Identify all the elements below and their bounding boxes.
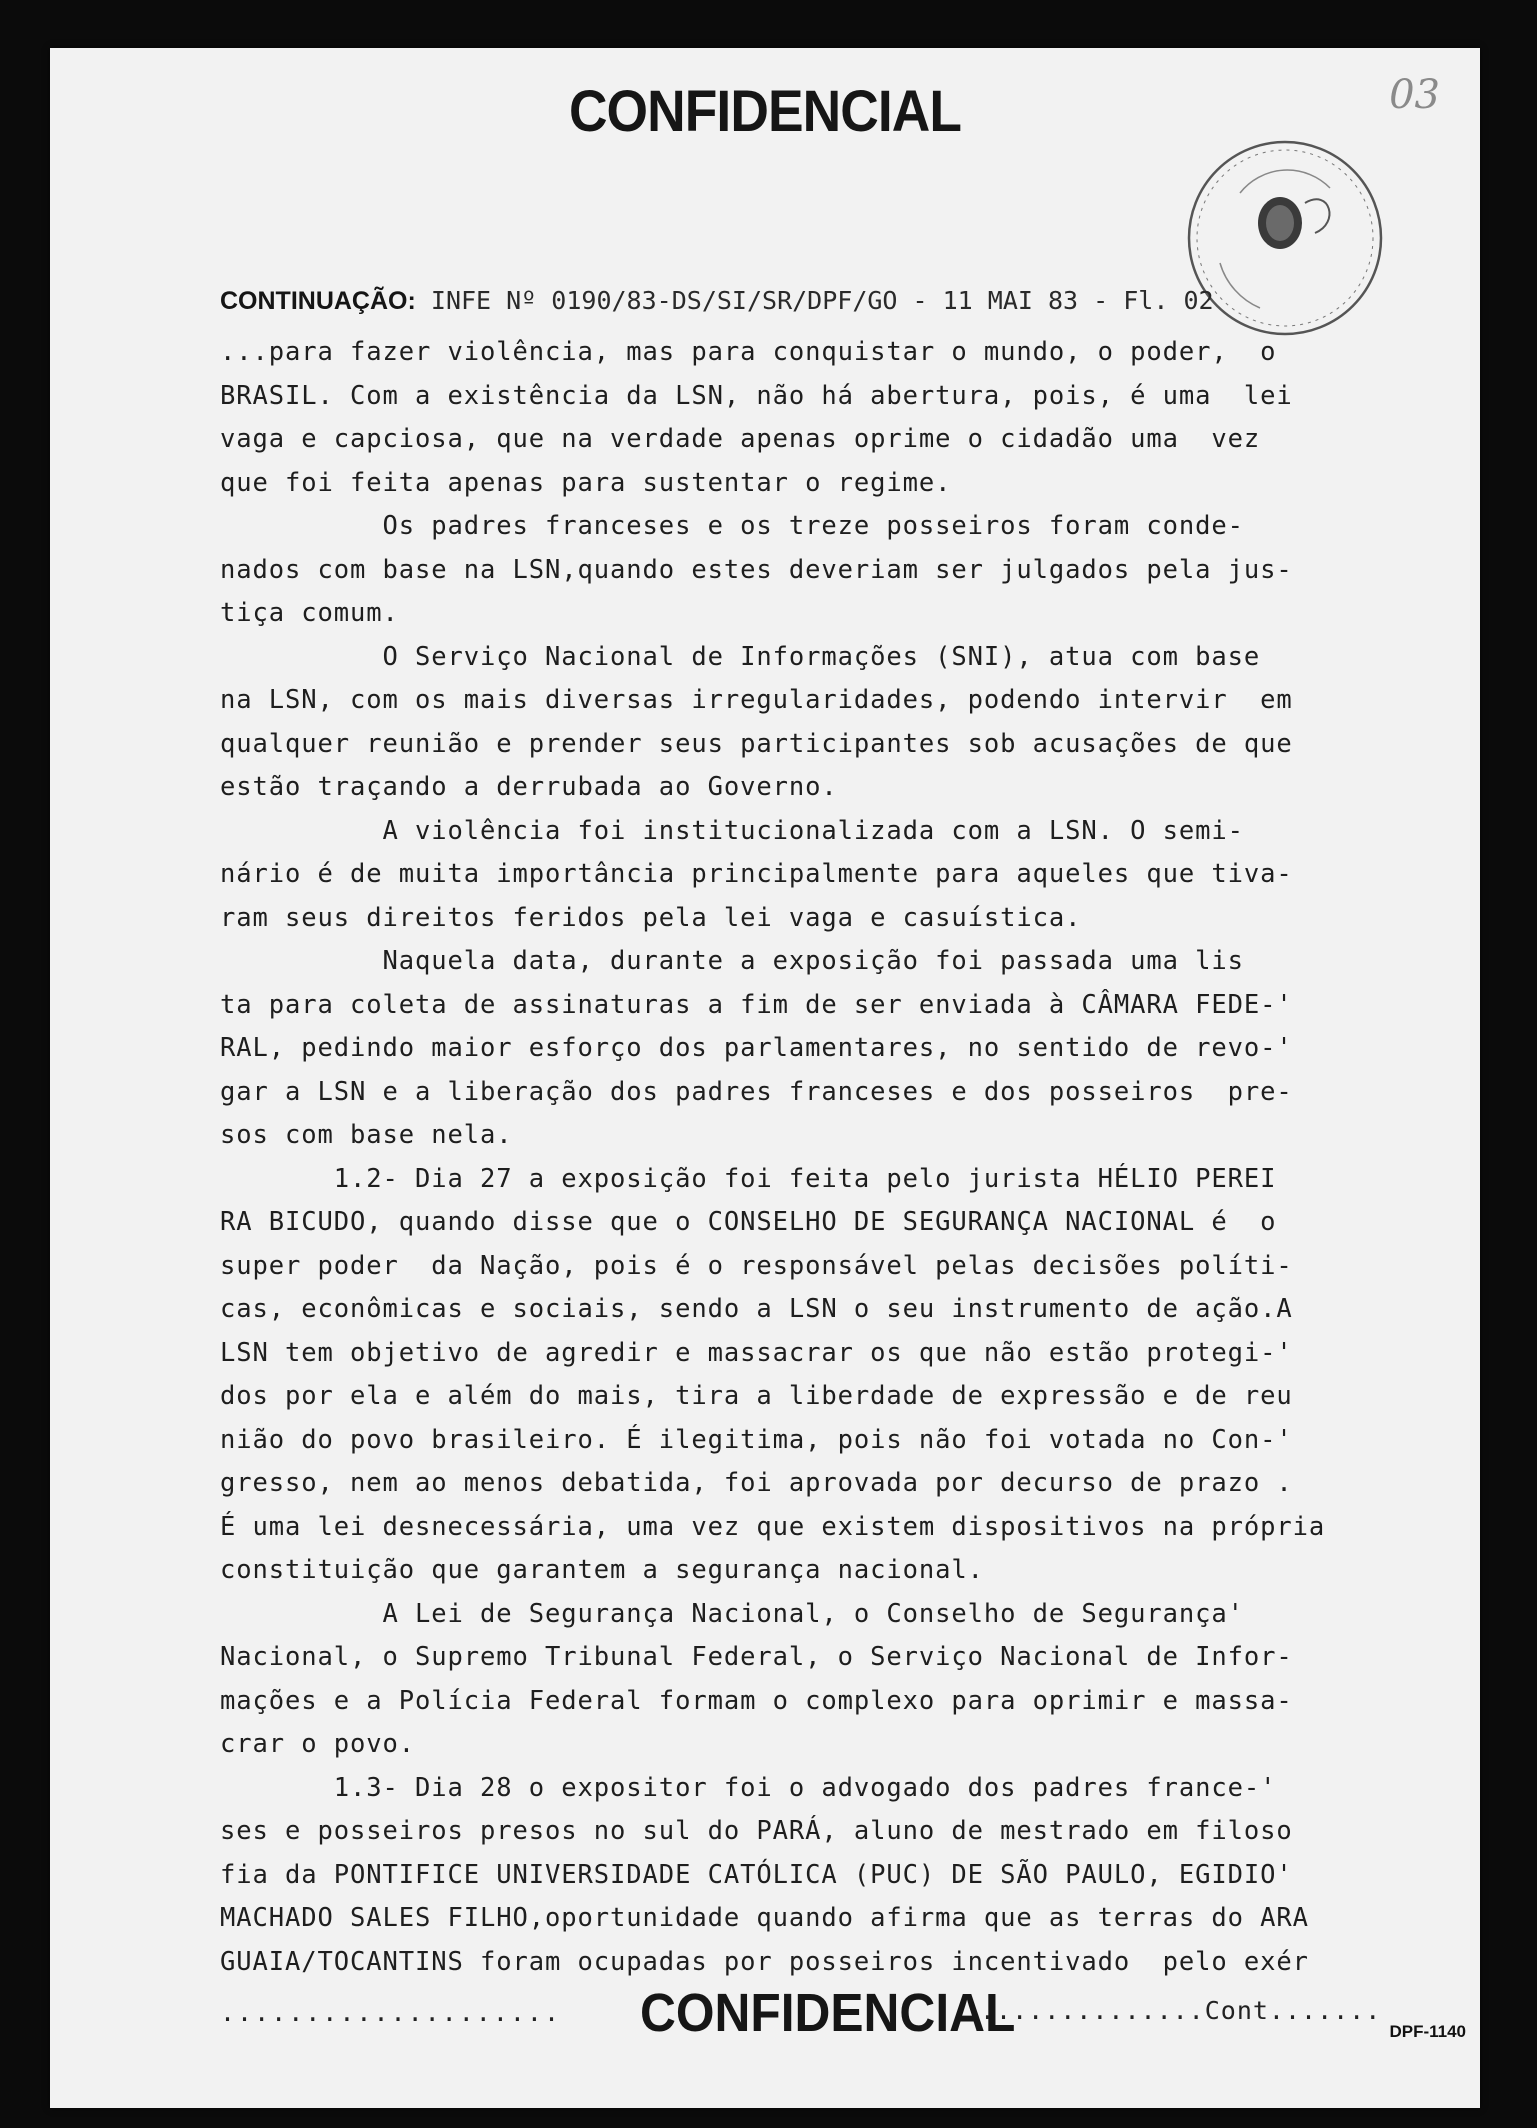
text-line: ta para coleta de assinaturas a fim de ser enviada à CÂMARA FEDE-' xyxy=(220,989,1293,1020)
text-line: A Lei de Segurança Nacional, o Conselho de Segurança' xyxy=(220,1598,1244,1629)
text-line: crar o povo. xyxy=(220,1729,416,1759)
form-code: DPF-1140 xyxy=(1389,2022,1466,2041)
text-line: sos com base nela. xyxy=(220,1120,513,1150)
text-line: É uma lei desnecessária, uma vez que existem dispositivos na própria xyxy=(220,1511,1326,1542)
text-line: cas, econômicas e sociais, sendo a LSN o seu instrumento de ação.A xyxy=(220,1294,1293,1324)
text-line: 1.2- Dia 27 a exposição foi feita pelo jurista HÉLIO PEREI xyxy=(220,1163,1277,1194)
text-line: ses e posseiros presos no sul do PARÁ, aluno de mestrado em filoso xyxy=(220,1816,1293,1846)
text-line: gresso, nem ao menos debatida, foi aprovada por decurso de prazo . xyxy=(220,1468,1293,1498)
text-line: nião do povo brasileiro. É ilegitima, pois não foi votada no Con-' xyxy=(220,1424,1293,1455)
continuation-marker: ..............Cont....... xyxy=(980,1996,1382,2025)
text-line: BRASIL. Com a existência da LSN, não há abertura, pois, é uma lei xyxy=(220,380,1293,411)
continuation-header xyxy=(220,286,1214,316)
text-line: constituição que garantem a segurança nacional. xyxy=(220,1555,984,1585)
text-line: nário é de muita importância principalmente para aqueles que tiva- xyxy=(220,859,1293,889)
text-line: vaga e capciosa, que na verdade apenas oprime o cidadão uma vez xyxy=(220,424,1261,454)
text-line: fia da PONTIFICE UNIVERSIDADE CATÓLICA (PUC) DE SÃO PAULO, EGIDIO' xyxy=(220,1859,1293,1890)
text-line: GUAIA/TOCANTINS foram ocupadas por posseiros incentivado pelo exér xyxy=(220,1946,1309,1977)
text-line: A violência foi institucionalizada com a LSN. O semi- xyxy=(220,815,1244,846)
continuation-label: CONTINUAÇÃO: xyxy=(220,287,416,315)
text-line: super poder da Nação, pois é o responsável pelas decisões políti- xyxy=(220,1250,1293,1281)
text-line: dos por ela e além do mais, tira a liberdade de expressão e de reu xyxy=(220,1381,1293,1411)
text-line: gar a LSN e a liberação dos padres franceses e dos posseiros pre- xyxy=(220,1076,1293,1107)
document-body xyxy=(220,331,1416,1984)
text-line: 1.3- Dia 28 o expositor foi o advogado dos padres france-' xyxy=(220,1772,1277,1803)
text-line: LSN tem objetivo de agredir e massacrar os que não estão protegi-' xyxy=(220,1337,1293,1368)
text-line: RA BICUDO, quando disse que o CONSELHO DE SEGURANÇA NACIONAL é o xyxy=(220,1207,1277,1237)
text-line: ram seus direitos feridos pela lei vaga e casuística. xyxy=(220,902,1082,933)
handwritten-page-number: 03 xyxy=(1389,72,1440,118)
text-line: que foi feita apenas para sustentar o regime. xyxy=(220,467,952,498)
text-line: MACHADO SALES FILHO,oportunidade quando afirma que as terras do ARA xyxy=(220,1903,1309,1933)
text-line: na LSN, com os mais diversas irregularidades, podendo intervir em xyxy=(220,685,1293,715)
footer-dots: .................... xyxy=(220,1998,562,2027)
text-line: Os padres franceses e os treze posseiros foram conde- xyxy=(220,511,1244,541)
text-line: O Serviço Nacional de Informações (SNI), atua com base xyxy=(220,641,1261,672)
text-line: Nacional, o Supremo Tribunal Federal, o Serviço Nacional de Infor- xyxy=(220,1642,1293,1672)
document-reference: INFE Nº 0190/83-DS/SI/SR/DPF/GO - 11 MAI 83 - Fl. 02 xyxy=(430,286,1214,315)
text-line: mações e a Polícia Federal formam o complexo para oprimir e massa- xyxy=(220,1685,1293,1716)
text-line: qualquer reunião e prender seus participantes sob acusações de que xyxy=(220,728,1293,759)
text-line: nados com base na LSN,quando estes deveriam ser julgados pela jus- xyxy=(220,554,1293,585)
text-line: Naquela data, durante a exposição foi passada uma lis xyxy=(220,946,1244,976)
classification-stamp-bottom: CONFIDENCIAL xyxy=(640,1983,1016,2043)
text-line: ...para fazer violência, mas para conquistar o mundo, o poder, o xyxy=(220,337,1277,367)
text-line: RAL, pedindo maior esforço dos parlamentares, no sentido de revo-' xyxy=(220,1033,1293,1063)
classification-stamp-top: CONFIDENCIAL xyxy=(568,79,962,144)
text-line: estão traçando a derrubada ao Governo. xyxy=(220,772,838,802)
page-footer xyxy=(220,1983,1466,2048)
document-page xyxy=(50,48,1480,2108)
text-line: tiça comum. xyxy=(220,598,399,628)
